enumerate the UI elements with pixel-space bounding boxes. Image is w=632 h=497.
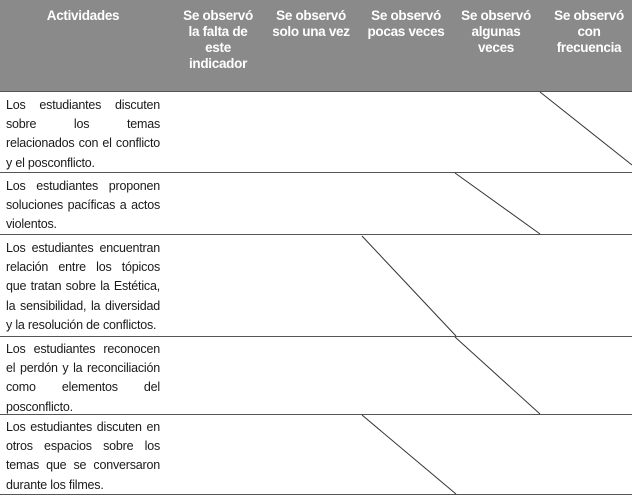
row-2-mark [455,173,540,234]
header-col-4: Se observó algunas veces [461,8,531,55]
row-3-mark [362,236,456,336]
row-5-activity: Los estudiantes discuten en otros espacios sobre los temas que se conversaron durante los filmes. [6,420,160,492]
header-col-2: Se observó solo una vez [272,8,350,39]
header-col-1: Se observó la falta de este indicador [183,8,253,71]
header-activities: Actividades [46,8,120,23]
row-2-activity: Los estudiantes proponen soluciones pacíficas a actos violentos. [6,179,160,232]
header-col-3: Se observó pocas veces [367,8,445,39]
row-1-mark [540,92,632,165]
row-4-activity: Los estudiantes reconocen el perdón y la reconciliación como elementos del posconflicto. [6,342,160,414]
row-1-activity: Los estudiantes discuten sobre los temas relacionados con el conflicto y el posconflicto. [6,98,160,170]
row-3-activity: Los estudiantes encuentran relación entre los tópicos que tratan sobre la Estética, la sensibilidad, la diversidad y la resolución de conflictos. [6,241,160,332]
header-col-5: Se observó con frecuencia [554,8,624,55]
row-4-mark [455,337,540,414]
row-5-mark [362,415,456,494]
